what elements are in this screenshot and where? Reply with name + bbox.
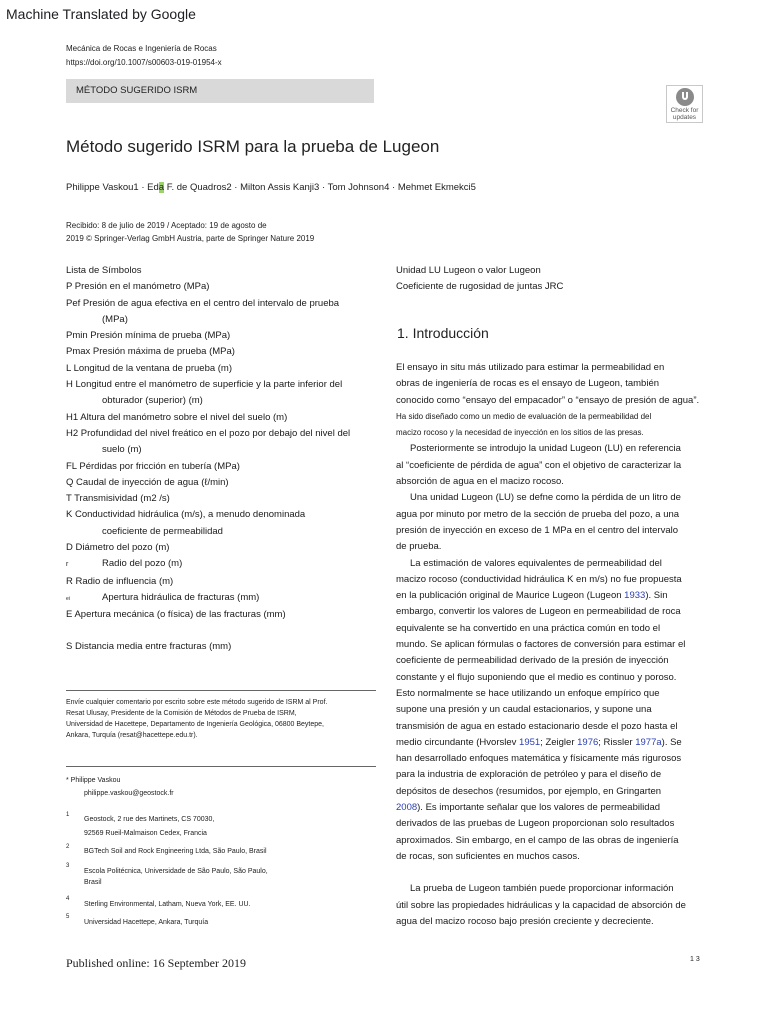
- author-list: [66, 182, 476, 193]
- symbol-h1: H1 Altura del manómetro sobre el nivel del suelo (m): [66, 411, 288, 423]
- intro-line: conocido como “ensayo del empacador” o “ensayo de presión de agua”.: [396, 394, 700, 406]
- author-highlight: a: [158, 182, 165, 193]
- intro-text: ; Zeigler: [540, 736, 578, 748]
- citation-link[interactable]: 1976: [577, 736, 599, 748]
- intro-line: supone una presión y un caudal estacionarios, y supone una: [396, 704, 652, 716]
- copyright-line: 2019 © Springer-Verlag GmbH Austria, parte de Springer Nature 2019: [66, 234, 315, 243]
- symbol-list: [66, 263, 376, 655]
- symbol-l: L Longitud de la ventana de prueba (m): [66, 362, 233, 374]
- intro-line: Una unidad Lugeon (LU) se defne como la pérdida de un litro de: [410, 492, 681, 504]
- check-for-updates-badge[interactable]: [666, 85, 703, 123]
- affiliation-line: Escola Politécnica, Universidade de São Paulo, São Paulo,: [84, 868, 268, 875]
- intro-line: agua por minuto por metro de la sección de prueba del pozo, a una: [396, 508, 680, 520]
- symbol-ei-text: Apertura hidráulica de fracturas (mm): [102, 591, 260, 603]
- affiliation-line: Geostock, 2 rue des Martinets, CS 70030,: [84, 816, 215, 823]
- corresponding-email[interactable]: philippe.vaskou@geostock.fr: [84, 790, 174, 797]
- symbol-p: P Presión en el manómetro (MPa): [66, 281, 210, 293]
- intro-line: Posteriormente se introdujo la unidad Lugeon (LU) en referencia: [410, 443, 681, 455]
- intro-line: equivalente se ha convertido en una práctica común en todo el: [396, 622, 661, 634]
- page-number: 13: [690, 956, 702, 963]
- symbol-h2: H2 Profundidad del nivel freático en el pozo por debajo del nivel del: [66, 427, 351, 439]
- intro-line: mundo. Se aplican fórmulas o factores de conversión para estimar el: [396, 639, 686, 651]
- comment-note: [66, 697, 376, 741]
- intro-line: embargo, convertir los valores de Lugeon en permeabilidad de roca: [396, 606, 681, 618]
- symbol-s: S Distancia media entre fracturas (mm): [66, 640, 232, 652]
- intro-line: agua del macizo rocoso bajo presión creciente y decreciente.: [396, 915, 654, 927]
- symbol-q: Q Caudal de inyección de agua (ℓ/min): [66, 476, 229, 488]
- check-updates-label: Check for updates: [670, 107, 699, 121]
- symbol-k-cont: coeficiente de permeabilidad: [102, 525, 223, 537]
- affiliation-number: 2: [66, 844, 70, 850]
- symbol-ei-sym: ei: [66, 595, 70, 602]
- corresponding-author: * Philippe Vaskou: [66, 777, 121, 784]
- intro-line: para la industria de exploración de petróleo y para el diseño de: [396, 769, 662, 781]
- affiliation-5: Universidad Hacettepe, Ankara, Turquía: [84, 919, 209, 926]
- intro-text: en la publicación original de Maurice Lugeon (Lugeon: [396, 590, 625, 602]
- symbol-r: [66, 556, 376, 573]
- symbol-k: K Conductividad hidráulica (m/s), a menudo denominada: [66, 509, 306, 521]
- affiliation-number: 3: [66, 863, 70, 869]
- intro-text: ; Rissler: [598, 736, 636, 748]
- introduction-heading: 1. Introducción: [397, 325, 489, 341]
- symbol-h2-cont: suelo (m): [102, 444, 142, 456]
- intro-line: [396, 800, 712, 816]
- symbol-jrc: Coeficiente de rugosidad de juntas JRC: [396, 281, 564, 293]
- intro-line: constante y el flujo suponiendo que el medio es continuo y poroso.: [396, 671, 677, 683]
- intro-line: Ha sido diseñado como un medio de evaluación de la permeabilidad del: [396, 411, 652, 421]
- affiliation-2: BGTech Soil and Rock Engineering Ltda, São Paulo, Brasil: [84, 848, 267, 855]
- intro-line: de rocas, son suficientes en muchos casos.: [396, 850, 580, 862]
- comment-line: Resat Ulusay, Presidente de la Comisión de Métodos de Prueba de ISRM,: [66, 710, 297, 717]
- symbol-list-heading: Lista de Símbolos: [66, 265, 142, 276]
- intro-text: medio circundante (Hvorslev: [396, 736, 520, 748]
- symbol-h: H Longitud entre el manómetro de superficie y la parte inferior del: [66, 379, 343, 391]
- intro-line: Esto normalmente se hace utilizando un enfoque empírico que: [396, 687, 660, 699]
- intro-text: ). Sin: [645, 590, 668, 602]
- intro-line: al “coeficiente de pérdida de agua” con el objetivo de caracterizar la: [396, 459, 682, 471]
- intro-line: [396, 588, 712, 604]
- affiliation-number: 1: [66, 812, 70, 818]
- received-date: Recibido: 8 de julio de 2019 / Aceptado: 19 de agosto de: [66, 221, 267, 230]
- intro-line: aproximados. Sin embargo, en el campo de las obras de ingeniería: [396, 834, 679, 846]
- symbol-r-text: Radio del pozo (m): [102, 558, 183, 570]
- symbol-lu: Unidad LU Lugeon o valor Lugeon: [396, 265, 541, 276]
- intro-line: útil sobre las propiedades hidráulicas y la capacidad de absorción de: [396, 899, 686, 911]
- symbol-pmax: Pmax Presión máxima de prueba (MPa): [66, 346, 235, 358]
- introduction-body: [396, 360, 712, 930]
- intro-line: transmisión de agua en estado estacionario desde el pozo hasta el: [396, 720, 678, 732]
- comment-line: Universidad de Hacettepe, Departamento de Ingeniería Geológica, 06800 Beytepe,: [66, 721, 325, 728]
- symbol-r-sym: r: [66, 561, 69, 569]
- intro-line: El ensayo in situ más utilizado para estimar la permeabilidad en: [396, 362, 665, 373]
- affiliation-4: Sterling Environmental, Latham, Nueva York, EE. UU.: [84, 901, 251, 908]
- citation-link[interactable]: 2008: [396, 802, 418, 814]
- affiliation-divider: [66, 766, 376, 767]
- intro-line: macizo rocoso (conductividad hidráulica K en m/s) no fue propuesta: [396, 573, 682, 585]
- intro-line: La prueba de Lugeon también puede proporcionar información: [410, 883, 674, 895]
- intro-line: presión de inyección en exceso de 1 MPa en el centro del intervalo: [396, 524, 679, 536]
- check-updates-icon: [676, 88, 694, 106]
- intro-line: obras de ingeniería de rocas es el ensayo de Lugeon, también: [396, 378, 660, 390]
- journal-name: Mecánica de Rocas e Ingeniería de Rocas: [66, 44, 217, 53]
- intro-line: [396, 735, 712, 751]
- affiliation-number: 4: [66, 896, 70, 902]
- author-text-2: F. de Quadros2 · Milton Assis Kanji3 · Tom Johnson4 · Mehmet Ekmekci5: [164, 182, 476, 193]
- intro-line: han desarrollado enfoques matemática y físicamente más rigurosos: [396, 753, 682, 765]
- doi-link[interactable]: https://doi.org/10.1007/s00603-019-01954-x: [66, 58, 222, 67]
- intro-text: ). Es importante señalar que los valores de permeabilidad: [417, 802, 661, 814]
- affiliation-line: Brasil: [84, 879, 102, 886]
- paper-title: Método sugerido ISRM para la prueba de Lugeon: [66, 137, 440, 156]
- affiliation-line: 92569 Rueil-Malmaison Cedex, Francia: [84, 830, 207, 837]
- comment-line: Ankara, Turquía (resat@hacettepe.edu.tr).: [66, 732, 198, 739]
- symbol-t: T Transmisividad (m2 /s): [66, 493, 170, 505]
- comment-line: Envíe cualquier comentario por escrito sobre este método sugerido de ISRM al Prof.: [66, 699, 328, 706]
- citation-link[interactable]: 1977a: [635, 736, 662, 748]
- machine-translation-banner: Machine Translated by Google: [6, 6, 196, 22]
- intro-line: de prueba.: [396, 541, 442, 553]
- symbol-list-right: [396, 263, 706, 296]
- affiliation-1: [84, 814, 214, 839]
- affiliation-3: [84, 866, 268, 888]
- intro-line: La estimación de valores equivalentes de permeabilidad del: [410, 557, 662, 569]
- symbol-rr: R Radio de influencia (m): [66, 575, 174, 587]
- author-text-1: Philippe Vaskou1 · Ed: [66, 182, 159, 193]
- section-label-bar: MÉTODO SUGERIDO ISRM: [66, 79, 374, 103]
- intro-line: depósitos de desechos (resumidos, por ejemplo, en Gringarten: [396, 785, 662, 797]
- symbol-d: D Diámetro del pozo (m): [66, 542, 170, 554]
- intro-line: absorción de agua en el macizo rocoso.: [396, 476, 564, 488]
- intro-text: ). Se: [661, 736, 682, 748]
- intro-line: macizo rocoso y la necesidad de inyección en los sitios de las presas.: [396, 428, 644, 438]
- citation-link[interactable]: 1933: [624, 590, 646, 602]
- symbol-pmin: Pmin Presión mínima de prueba (MPa): [66, 330, 231, 342]
- symbol-ei: [66, 590, 376, 607]
- symbol-pef: Pef Presión de agua efectiva en el centro del intervalo de prueba: [66, 297, 340, 309]
- symbol-pef-cont: (MPa): [102, 313, 128, 325]
- footnote-divider: [66, 690, 376, 691]
- intro-line: derivados de las pruebas de Lugeon proporcionan solo resultados: [396, 818, 675, 830]
- symbol-h-cont: obturador (superior) (m): [102, 395, 203, 407]
- citation-link[interactable]: 1951: [519, 736, 541, 748]
- symbol-e: E Apertura mecánica (o física) de las fracturas (mm): [66, 609, 286, 621]
- affiliation-number: 5: [66, 914, 70, 920]
- published-online-date: Published online: 16 September 2019: [66, 956, 246, 970]
- symbol-fl: FL Pérdidas por fricción en tubería (MPa): [66, 460, 240, 472]
- intro-line: coeficiente de permeabilidad derivado de la presión de inyección: [396, 655, 669, 667]
